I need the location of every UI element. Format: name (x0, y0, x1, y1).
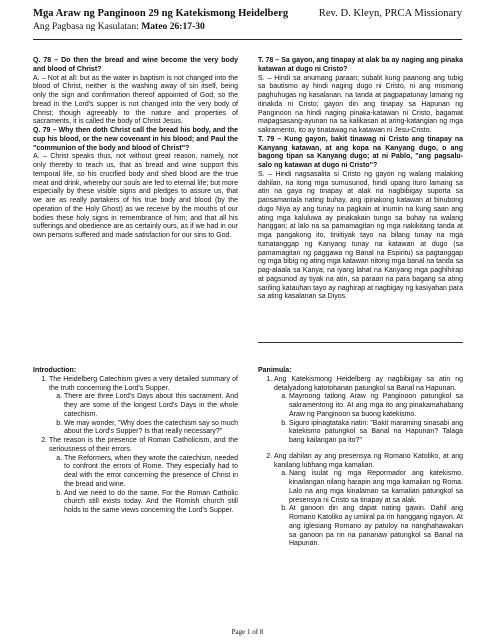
sub-list-item: b. We may wonder, "Why does the catechism say so much about the Lord's Supper? Is that really necessary?" (64, 420, 238, 438)
list-item: 1. Ang Katekismong Heidelberg ay nagbibigay sa atin ng detalyadong katotohanan patungkol sa Banal na Hapunan. a. Mayroong tatlong Araw ng Panginoon patungkol sa sakramentong ito. At ang mga ito ang pinakamahabang Araw ng Panginoon sa buong katekismo. b. Siguro ipinagtataka natin: "Bakit maraming sinasabi ang katekismo patungkol sa Banal na Hapunan? Talaga bang kailangan pa ito?" (274, 376, 463, 446)
introduction-heading: Introduction: (33, 367, 77, 374)
answer-79-tagalog: S. – Hindi nagsasalita si Cristo ng gayon ng walang malaking dahilan, na itong mga sumusunod, hindi upang ituro lamang sa atin na gaya ng tinapay at alak na nagbibigay suporta sa pansamantala nating buhay, ang ipinakong katawan at binubong dugo Niya ay ang tunay na pagkain at inumin na kung saan ang ating mga kaluluwa ay pinakakain tungo sa buhay na walang hanggan; at lalo na sa pamamagitan ng mga nakikitang tanda at mga pangakong ito, tiniitiyak tayo na bilang tunay na mga tumatanggap ng Kanyang tunay na katawan at dugo (sa pamamagitan ng paggawa ng Banal na Espiritu) sa pagtanggap ng mga bibig ng ating mga katawan nitong mga banal na tanda sa pag-alaala sa Kanya; na iyang lahat na Kanyang mga paghihirap at pagsunod ay tiyak na atin, sa paraan na para bagang sa ating sariling katauhan tayo ay naghirap at nagbigay ng kasiyahan para sa ating kasalanan sa Diyos. (258, 170, 463, 301)
answer-79-english: A. – Christ speaks thus, not without great reason, namely, not only thereby to teach us, that as bread and wine support this temporal life, so his crucified body and shed blood are the true meat and drink, whereby our souls are fed to eternal life; but more especially by these visible signs and pledges to assure us, that we are as really partakers of his true body and blood (by the operation of the Holy Ghost) as we receive by the mouths of our bodies these holy signs in remembrance of him; and that all his sufferings and obedience are as certainly ours, as if we had in our own persons suffered and made satisfaction for our sins to God. (33, 153, 238, 239)
section-divider (258, 342, 463, 343)
english-introduction (33, 367, 238, 516)
page-header (33, 8, 462, 32)
list-item: 1. The Heidelberg Catechism gives a very detailed summary of the truth concerning the Lord's Supper. a. There are three Lord's Days about this sacrament. And they are some of the longest Lord's Days in the whole catechism. b. We may wonder, "Why does the catechism say so much about the Lord's Supper? Is that really necessary?" (49, 376, 238, 437)
document-title: Mga Araw ng Panginoon 29 ng Katekismong Heidelberg (33, 8, 289, 19)
sub-list (274, 470, 463, 549)
question-78-english: Q. 78 – Do then the bread and wine become the very body and blood of Christ? (33, 57, 238, 73)
sub-list-item: a. The Reformers, when they wrote the catechism, needed to confront the errors of Rome. They especially had to deal with the error concerning the presence of Christ in the bread and wine. (64, 455, 238, 490)
sub-list-item: b. Siguro ipinagtataka natin: "Bakit maraming sinasabi ang katekismo patungkol sa Banal na Hapunan? Talaga bang kailangan pa ito?" (289, 420, 463, 446)
sub-list-item: b. At ganoon din ang dapat nating gawin. Dahil ang Romano Katoliko ay umiiral pa rin hanggang ngayon. At ang iglesiang Romano ay patuloy na nanghahawakan sa ganoon pa rin na pananaw patungkol sa Banal na Hapunan. (289, 505, 463, 549)
tagalog-introduction (258, 367, 463, 549)
list-item: 2. The reason is the presence of Roman Catholicism, and the seriousness of their errors. a. The Reformers, when they wrote the catechism, needed to confront the errors of Rome. They especially had to deal with the error concerning the presence of Christ in the bread and wine. b. And we need to do the same. For the Roman Catholic church still exists today. And the Romish church still holds to the same views concerning the Lord's Supper. (49, 437, 238, 516)
sub-list-item: a. Mayroong tatlong Araw ng Panginoon patungkol sa sakramentong ito. At ang mga ito ang pinakamahabang Araw ng Panginoon sa buong katekismo. (289, 393, 463, 419)
list-item: 2. Ang dahilan ay ang presensya ng Romano Katoliko, at ang kanilang lubhang mga kamalian. a. Nang isulat ng mga Repormador ang katekismo, kinailangan nilang harapin ang mga kamalian ng Roma. Lalo na ang mga kinalaman sa kamalian patungkol sa presensya ni Cristo sa tinapay at sa alak. b. At ganoon din ang dapat nating gawin. Dahil ang Romano Katoliko ay umiiral pa rin hanggang ngayon. At ang iglesiang Romano ay patuloy na nanghahawakan sa ganoon pa rin na pananaw patungkol sa Banal na Hapunan. (274, 453, 463, 549)
scripture-reference: Mateo 26:17-30 (141, 21, 205, 32)
sub-list (49, 455, 238, 516)
header-rule (33, 39, 462, 40)
tagalog-catechism-column (258, 57, 463, 302)
question-79-english: Q. 79 – Why then doth Christ call the bread his body, and the cup his blood, or the new covenant in his blood; and Paul the "communion of the body and blood of Christ"? (33, 127, 238, 152)
sub-list (274, 393, 463, 446)
question-79-tagalog: T. 79 – Kung gayon, bakit tinawag ni Cristo ang tinapay na Kanyang katawan, at ang kopa na Kanyang dugo, o ang bagong tipan sa Kanyang dugo; at ni Pablo, "ang pagsalu-salo ng katawan at dugo ni Cristo"? (258, 135, 463, 169)
panimula-list (258, 376, 463, 549)
panimula-heading: Panimula: (258, 367, 292, 374)
page-number: Page 1 of 8 (231, 628, 264, 636)
scripture-label: Ang Pagbasa ng Kasulatan: (33, 21, 139, 32)
sub-list (49, 393, 238, 437)
question-78-tagalog: T. 78 – Sa gayon, ang tinapay at alak ba ay naging ang pinaka katawan at dugo ni Cristo? (258, 57, 463, 73)
sub-list-item: b. And we need to do the same. For the Roman Catholic church still exists today. And the Romish church still holds to the same views concerning the Lord's Supper. (64, 490, 238, 516)
answer-78-tagalog: S. – Hindi sa anumang paraan; subalit kung paanong ang tubig sa bautismo ay hindi naging dugo ni Cristo, ni ang mismong paghuhugas ng kasalanan, na tanda at pagpapatunay lamang ng itinakda ni Cristo; gayon din ang tinapay sa Hapunan ng Panginoon na hindi naging pinaka-katawan ni Cristo, bagamat mapagsasang-ayunan na sa kalikasan at aring-katangian ng mga sakramento, ito ay tinatawag na katawan ni Jesu-Cristo. (258, 74, 463, 134)
introduction-list (33, 376, 238, 516)
english-catechism-column (33, 57, 238, 241)
author-line: Rev. D. Kleyn, PRCA Missionary (318, 8, 462, 19)
sub-list-item: a. There are three Lord's Days about this sacrament. And they are some of the longest Lord's Days in the whole catechism. (64, 393, 238, 419)
answer-78-english: A. – Not at all: but as the water in baptism is not changed into the blood of Christ, neither is the washing away of sin itself, being only the sign and confirmation thereof appointed of God; so the bread in the Lord's supper is not changed into the very body of Christ; though agreeably to the nature and properties of sacraments, it is called the body of Christ Jesus. (33, 74, 238, 126)
scripture-reading (33, 21, 462, 32)
sub-list-item: a. Nang isulat ng mga Repormador ang katekismo, kinailangan nilang harapin ang mga kamalian ng Roma. Lalo na ang mga kinalaman sa kamalian patungkol sa presensya ni Cristo sa tinapay at sa alak. (289, 470, 463, 505)
